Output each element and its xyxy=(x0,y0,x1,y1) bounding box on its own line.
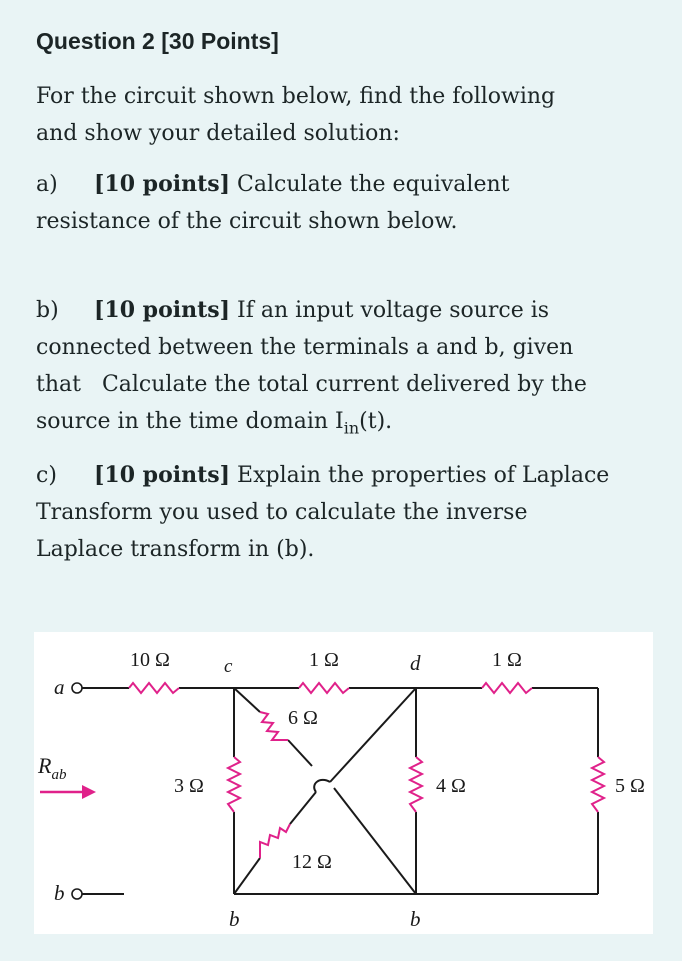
part-b-label: b) xyxy=(36,298,59,323)
r1-right-label: 1 Ω xyxy=(492,649,522,671)
resistor-4ohm xyxy=(410,757,422,812)
wire-r6-to-cross xyxy=(288,740,312,766)
wire-c-to-r6 xyxy=(234,688,260,712)
part-a xyxy=(36,166,656,240)
part-b-text-1: If an input voltage source is xyxy=(230,298,550,323)
part-c-text-3: Laplace transform in (b). xyxy=(36,537,315,562)
part-b-text-4-pre: source in the time domain I xyxy=(36,409,344,434)
resistor-6ohm xyxy=(260,712,288,740)
r3-label: 3 Ω xyxy=(174,775,204,797)
resistor-10ohm xyxy=(129,683,179,693)
intro-line-2: and show your detailed solution: xyxy=(36,121,400,146)
terminal-b-label: b xyxy=(54,881,65,905)
part-b-text-3: that Calculate the total current delivered by the xyxy=(36,372,587,397)
wire-r12-to-b xyxy=(234,858,260,894)
node-d-label: d xyxy=(410,651,421,675)
node-b-right-label: b xyxy=(410,907,421,931)
part-c-label: c) xyxy=(36,463,57,488)
circuit-svg xyxy=(34,632,653,934)
rab-label xyxy=(37,753,67,783)
r4-label: 4 Ω xyxy=(436,775,466,797)
question-title: Question 2 [30 Points] xyxy=(36,28,279,54)
r10-label: 10 Ω xyxy=(130,649,170,671)
part-b-points: [10 points] xyxy=(94,297,231,323)
wire-cross-to-r12 xyxy=(290,792,316,824)
part-b-text-4 xyxy=(36,403,656,446)
terminal-a-circle xyxy=(72,683,82,693)
part-a-points: [10 points] xyxy=(94,171,231,197)
r12-label: 12 Ω xyxy=(292,851,332,873)
part-c-text-1: Explain the properties of Laplace xyxy=(230,463,610,488)
part-a-text-2: resistance of the circuit shown below. xyxy=(36,209,458,234)
part-c xyxy=(36,457,656,568)
part-b xyxy=(36,292,656,446)
resistor-1ohm-top xyxy=(299,683,349,693)
resistor-12ohm xyxy=(260,824,290,858)
part-c-points: [10 points] xyxy=(94,462,231,488)
terminal-b-circle xyxy=(72,889,82,899)
part-b-text-2: connected between the terminals a and b, given xyxy=(36,335,574,360)
wire-cross-to-b-right xyxy=(334,788,416,894)
rab-main: R xyxy=(38,753,52,778)
r1-top-label: 1 Ω xyxy=(309,649,339,671)
node-b-left-label: b xyxy=(229,907,240,931)
circuit-diagram xyxy=(34,632,653,934)
wire-hop xyxy=(314,780,330,792)
resistor-1ohm-right xyxy=(482,683,532,693)
rab-sub: ab xyxy=(51,767,67,783)
r6-label: 6 Ω xyxy=(288,707,318,729)
terminal-a-label: a xyxy=(54,675,65,699)
node-c-label: c xyxy=(224,656,233,677)
resistor-5ohm xyxy=(592,757,604,812)
part-a-label: a) xyxy=(36,172,58,197)
r5-label: 5 Ω xyxy=(615,775,645,797)
wire-d-to-cross xyxy=(330,688,416,782)
part-b-text-4-post: (t). xyxy=(359,409,393,434)
rab-arrow-head xyxy=(82,785,96,799)
intro-line-1: For the circuit shown below, find the following xyxy=(36,84,556,109)
part-b-subscript: in xyxy=(343,418,360,438)
question-intro xyxy=(36,78,656,152)
part-a-text-1: Calculate the equivalent xyxy=(230,172,510,197)
part-c-text-2: Transform you used to calculate the inverse xyxy=(36,500,528,525)
resistor-3ohm xyxy=(228,757,240,812)
